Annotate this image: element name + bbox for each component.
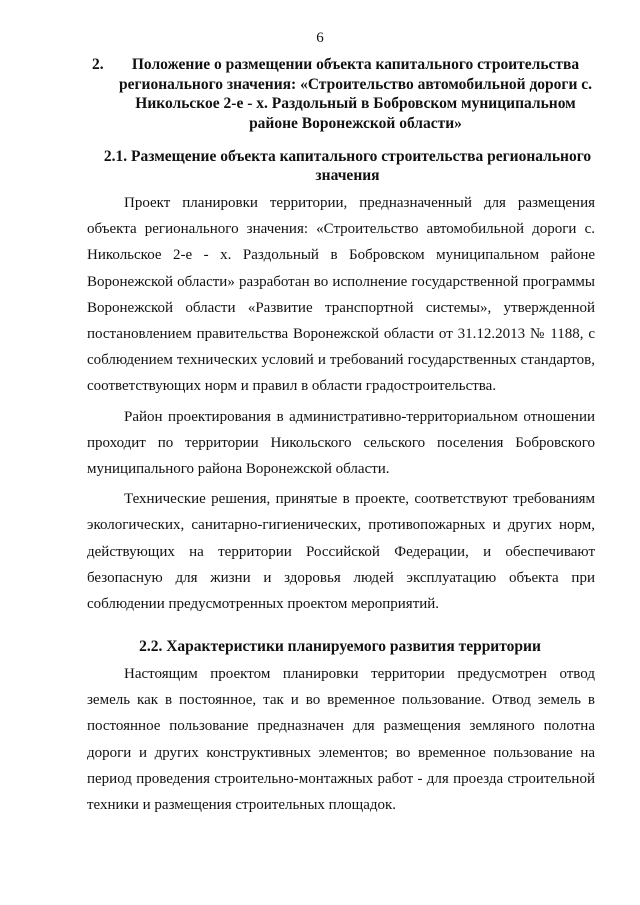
subsection-1-body bbox=[87, 190, 595, 621]
subsection-2-body bbox=[87, 661, 595, 822]
page-number: 6 bbox=[316, 30, 324, 46]
paragraph: Настоящим проектом планировки территории предусмотрен отвод земель как в постоянное, так и во временное пользование. Отвод земель в постоянное пользование предназначен для размещения земляного полотна дороги и других конструктивных элементов; во временное пользование на период проведения строительно-монтажных работ - для проезда строительной техники и размещения строительных площадок. bbox=[87, 666, 595, 814]
section-number: 2. bbox=[92, 56, 104, 73]
subsection-1-heading: 2.1. Размещение объекта капитального строительства регионального значения bbox=[103, 148, 592, 184]
subsection-2-heading: 2.2. Характеристики планируемого развития территории bbox=[139, 638, 541, 655]
paragraph: Технические решения, принятые в проекте, соответствуют требованиям экологических, санитарно-гигиенических, противопожарных и других норм, действующих на территории Российской Федерации, и обеспечивают безопасную для жизни и здоровья людей эксплуатацию объекта при соблюдении предусмотренных проектом мероприятий. bbox=[87, 491, 595, 613]
section-title: Положение о размещении объекта капитального строительства регионального значения: «Строительство автомобильной дороги с. Никольское 2-е - х. Раздольный в Бобровском муниципальном районе Воронежской области» bbox=[118, 56, 592, 132]
paragraph: Проект планировки территории, предназначенный для размещения объекта регионального значения: «Строительство автомобильной дороги с. Никольское 2-е - х. Раздольный в Бобровском муниципальном районе Воронежской области» разработан во исполнение государственной программы Воронежской области «Развитие транспортной системы», утвержденной постановлением правительства Воронежской области от 31.12.2013 № 1188, с соблюдением технических условий и требований государственных стандартов, соответствующих норм и правил в области градостроительства. bbox=[87, 195, 595, 395]
paragraph: Район проектирования в административно-территориальном отношении проходит по территории Никольского сельского поселения Бобровского муниципального района Воронежской области. bbox=[87, 408, 595, 478]
section-heading bbox=[92, 55, 600, 133]
